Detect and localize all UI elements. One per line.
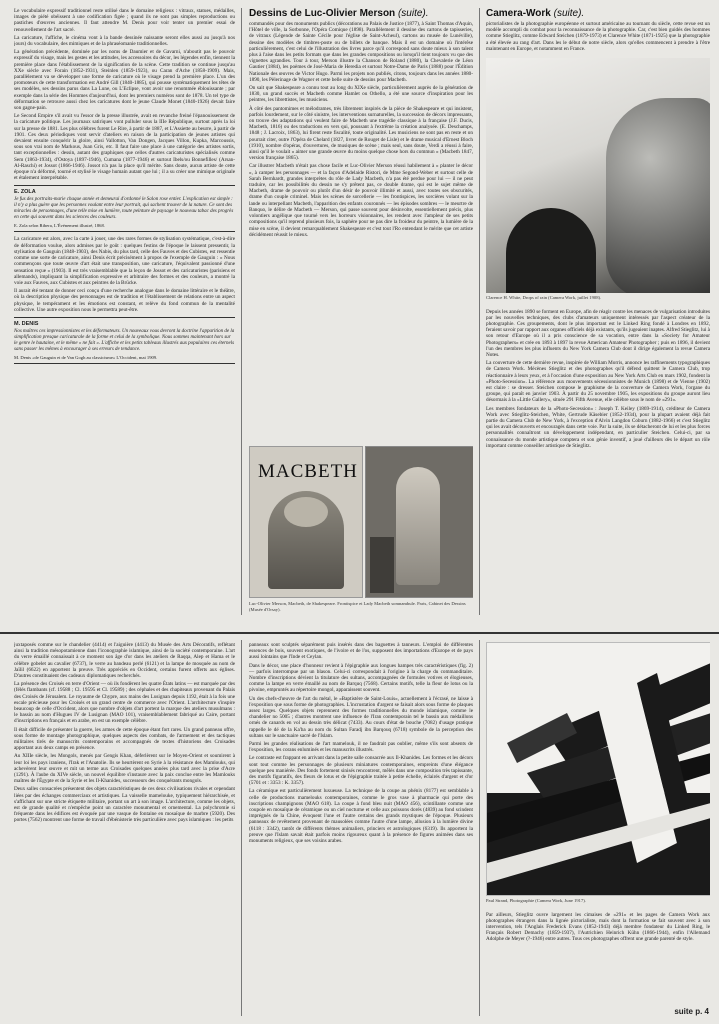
paragraph: La caricature est alors, avec la carte à jouer, une des rares formes de stylisation systématique, c'est-à-dire de déformation voulue, alors admises par le goût : quelques festins de l'époque le laissent pressentir, la stylisation de Gauguin (1848-1903), des Nabis, du plus tard, celle des Fauves et des Cubistes, est ressentie comme une sorte de caricature, ainsi Denis écrit précisément à propos de l'exemple de Gauguin : « Nous commençons que toute œuvre d'art était une transposition, une caricature, l'équivalent passionné d'une sensation reçue » (1903). Il est très vraisemblable que la leçon de Jossot et des caricaturistes (parisiens et allemands), impliquant la simplification expressive et arbitraire des formes et des couleurs, a montré la voie aux Fauves, aux Cubistes et aux peintres de la Brücke.: [14, 236, 235, 286]
drops-of-rain-photo: [486, 58, 710, 293]
column-camera-work: [486, 8, 710, 628]
paragraph: Dans le décor, une place d'honneur revient à l'épigraphie aux longues hampes très caractéristiques (fig. 2) — parfois interrompue par un blason. Celui-ci correspondait à l'origine à la charge du commanditaire. Nombre d'inscriptions dévient la titulature des sultans, accompagnées de formules votives et élogieuses, comme la lampe en verre émaillé au nom de Barquq (7568). Certains motifs, telle la fleur de lotus ou la pivoine, empruntés au répertoire mongol, apparaissent souvent.: [249, 662, 473, 694]
lady-macbeth-image: [365, 446, 473, 598]
column-rule: [241, 640, 242, 1016]
image-caption: Luc-Olivier Merson, Macbeth, de Shakespeare. Frontispice et Lady Macbeth somnambule. Paris, Cabinet des Dessins (Musée d'Orsay).: [249, 601, 466, 612]
caricature-article-intro: [14, 8, 235, 181]
paragraph: La caricature, l'affiche, le cinéma vont à la bande dessinée naissante seront elles aussi au jusqu'à nos jours) du vocabulaire, des mimiques et de la phraséomanie traditionnelles.: [14, 34, 235, 48]
paragraph: On sait que Shakespeare a connu tout au long du XIXe siècle, particulièrement auprès de la génération de 1830, un grand succès et Macbeth comme Hamlet ou Othello, a été une source d'inspiration pour les peintres, les librettistes, les musiciens.: [249, 85, 473, 104]
shadow-drawing: [370, 537, 394, 593]
paragraph: Un des chefs-d'œuvre de l'art du métal, le «Baptistère de Saint-Louis», actuellement à l'écrasé, ne laisse à l'exposition que sous forme de photographies. L'incrustation d'argent se faisait alors sous forme de plaques assez larges. Quelques objets reprennent des formes traditionnelles du monde islamique, comme le chandelier no 5005 ; d'autres montrent une influence de l'Iran contemporain tel le bassin aux médaillons ornés de canards en vol au dessin très délicat (7433). Au cours d'état de bouche (7082) d'usage pratique rappelle le dé de la Ka'ba au nom du Sultan Faradj ibn Barqouq (6718) symbole de la perception des sultans sur le sanctuaire sacré de l'Islam.: [249, 695, 473, 739]
paragraph: Le Second Empire s'il avait vu l'essor de la presse illustrée, avait en revanche freiné l'épanouissement de la caricature politique. Les journaux satiriques vont pulluler sous la IIIe République, surtout après la loi sur la presse de 1881. Les plus célèbres furent Le Rire, à partir de 1887, et L'Assiette au beurre, à partir de 1901. Ces deux périodiques vont servir d'ateliers en raison de la participation de jeunes artistes qui devaient ensuite conquérir la gloire, ainsi Vallotton, Van Dongen, Jacques Villon, Kupka, Marcoussis, sous son vrai nom de Markous, Juan Gris, etc. Il faut faire une place à une catégorie des artistes sortis, tant exceptionnelles : dessin, autant des graphiques que celles d'autres caricaturistes spécialisés comme Sem (1863-1934), d'Ostoya (1897-1946), Cumana (1877-1946) et surtout Ibels/ou Bonnefilles/ (Arsan-Al-Raschi) et Jossot (1866-1946). Jossot n'a pas la place qu'il mérite. Sans doute, aucun artiste de cette époque n'a déformé, tourné et stylisé le visage humain autant que lui ; il a su créer une mimique originale et étalement interprétable.: [14, 113, 235, 182]
title-suffix: (suite).: [397, 8, 429, 19]
quote-source: E. Zola selon Ribera, L'Événement illustré, 1868.: [14, 223, 105, 229]
caricature-article-middle: [14, 236, 235, 312]
paragraph: Le contraste est frappant en arrivant dans la petite salle consacrée aux Il-Khanides. Les formes et les décors sont tout comme les personnages de plusieurs miniatures contemporaines, empreints d'une élégance quelque peu maniérée. Des fonds fortement sinisés rencontrent, mêlés dans une composition très tapissante, des motifs figuratifs, des fleurs de lotus et de l'épigraphie traitée à petite échelle, éclairés d'argent et d'or (5701 et : 3353 : K. 3357).: [249, 755, 473, 787]
column-rule: [241, 8, 242, 615]
quote-box-denis: [14, 317, 235, 364]
title-text: Dessins de Luc-Olivier Merson: [249, 8, 396, 19]
column-caricature: [14, 8, 235, 628]
striped-shadow-pattern: [487, 643, 710, 895]
paragraph: Le vocabulaire expressif traditionnel reste utilisé dans le domaine religieux : vitraux, statues, médailles, images de piété obéissent à une codification figée ; quand ils ne sont pas simples reproductions ou pastiches d'œuvres anciennes. Il faut attendre M. Denis pour voir tenter un premier essai de renouvellement de l'art sacré.: [14, 8, 235, 33]
paragraph: Il aurait été tentant de donner ceci conçu d'une recherche analogue dans le domaine littéraire et le théâtre, où la description physique des personnages est de tradition et l'établissement de relations entre un aspect physique, le tempérament et les émotions est constant, et relève du fond commun de la mentalité collective. Une autre exposition nous le permettra peut-être.: [14, 288, 235, 313]
column-islamic-art-2: [249, 642, 473, 1018]
paragraph: Par ailleurs, Stieglitz ouvre largement les cimaises de «291» et les pages de Camera Work aux photographes étrangers dans la lignée pictorialiste, mais dont la formation se fait souvent avec à son intervention, tels l'Anglais Frederick Evans (1852-1943) déjà membre fondateur du Linked Ring, le Français Robert Demachy (1859-1937), l'Autrichien Heinrich Kühn (1866-1944), enfin l'Allemand Adolphe de Meyer (?-1946) entre autres. Tous ces photographes offrent une grande parenté de style.: [486, 911, 710, 943]
paragraph: La présence des Croisés en terre d'Orient — où ils fondèrent les quatre États latins — est marquée par des (félés flambants (cf. 19588 ; Cl. 19595 et Cl. 19589) ; des céphales et des chapiteaux provenant du Palais des Croisés de Jérusalem. Le royaume de Chypre, aux mains des Lusignan depuis 1192, était à la fois une escale précieuse pour les Croisés et un grand centre de commerce avec l'Orient. L'architecture s'inspire beaucoup de celle d'Occident, alors que nombre d'objets d'art portent la marque des ateliers musulmans : le bassin au nom d'Hugues IV de Lusignan (MAO 101), vraisemblablement fabriqué au Caire, portant d'inscriptions en français et en arabe, en est un exemple célèbre.: [14, 681, 235, 725]
merson-article-body: [249, 21, 473, 238]
column-rule: [479, 8, 480, 615]
paragraph: panneaux sont sculptés séparément puis insérés dans des baguettes à tanneurs. L'emploi de différentes essences de bois, souvent exotiques, de l'ivoire et de l'os, supposent des importations d'Europe et de pays aussi lointains que l'Inde et Ceylan.: [249, 642, 473, 661]
paragraph: Parmi les grandes réalisations de l'art mamelouk, il ne faudrait pas oublier, même s'ils sont absents de l'exposition, les corans enluminés et les manuscrits illustrés.: [249, 741, 473, 754]
paragraph: La couverture de cette dernière revue, inspirée de William Morris, annonce les raffinements typographiques de Camera Work. Mécènes Stieglitz et des photographes qu'il défend quittent le Camera Club, trop réactionnaire à leurs yeux, et à l'occasion d'une exposition au New York Arts Club en mars 1902, fondent la «Photo-Secession». La référence aux mouvements sécessionnistes de Munich (1898) et de Vienne (1902) est claire : se dresser. Steichen compose le graphisme de la couverture de Camera Work, l'organe du groupe, qui paraît en janvier 1903. À partir du 25 novembre 1905, les expositions du groupe auront lieu désormais à la «Little Gallery», située 291 Fifth Avenue, elle célèbre sous le nom de «291».: [486, 360, 710, 404]
quote-source: M. Denis «de Gauguin et de Van Gogh au classicisme» L'Occident, mai 1909.: [14, 354, 158, 360]
paragraph: pictorialistes de la photographie européenne et surtout américaine au tournant du siècle, cette revue est un modèle accompli du combat pour la reconnaissance de la photographie. Car, c'est bien guidés des hommes comme Stieglitz, comme Edward Steichen (1879-1973) et Clarence White (1871-1925) que la photographie a été élevée au rang d'art. Dans les le début de notre siècle, alors qu'elles commencent à prendre à l'être maintenant en Europe, et notamment en France.: [486, 21, 710, 52]
article-body: [14, 642, 235, 824]
paragraph: La génération précédente, dominée par les noms de Daumier et de Gavarni, n'aboutit pas le pouvoir expressif du visage, mais les gestes et les attitudes, les accessoires du décor, les légendes enfin, tiennent la première place dans l'établissement de la signification de la scène. Cette tradition se continue jusqu'au XXe siècle avec Forain (1852-1931), Steinlen (1859-1923), ou Caran d'Ache (1858-1909). Mais, parallèlement va se développer une forme de caricature où le visage prend la première place. L'un des promoteurs de cette transformation est André Gill (1840-1885), qui pousse systématiquement les têtes de ses modèles, ses dessins parus dans La Lune, ou L'Eclipse, vont avoir une renommée éblouissante ; par exemple dans la série des Hommes d'aujourd'hui, dont les premiers numéros sont de 1878. Un tel type de déformation se retrouve aussi chez les caricatures dont le jeune Claude Monet (1840-1926) devait faire son gagne-pain.: [14, 49, 235, 112]
dark-foliage-shape: [606, 98, 710, 293]
image-caption: Clarence H. White, Drops of rain (Camera Work, juillet 1908).: [486, 295, 602, 301]
article-title: [486, 8, 710, 19]
paragraph: Deux salles consacrées présentent des objets caractéristiques de ces deux civilisations rivales et cependant liées par des échanges commerciaux et artistiques. La vaisselle mamelouke, typiquement hiérarchisée, et s'affichant sur une stricte étiquette militaire, portant un art à son image. L'architecture, comme les objets, est de grande qualité et n'empêche point un caractère monumental et ornemental. La polychromie si fréquente dans les édifices est évoquée par une vasque de fontaine en mosaïque de marbre (5920). Des portes (7562) montrent une forme de travail d'ébénisterie très particulière avec pays islamiques : les petits: [14, 786, 235, 824]
quote-text: Nos maîtres ces impressionnistes et les déformateurs. Un nouveaux vous devront la doctrine l'apparition de la simplification presque caricaturale de la forme et celui de la symbolique. Nous sommes maintenant hors sur le genre le hautaine, et le même « ne fait ». L'affiche et les petits tableaux illustrés aux populaires ces éternels sans passer les mêmes à encourager à ses erreurs de tendance.: [14, 328, 235, 352]
article-body: [249, 642, 473, 844]
paragraph: Les membres fondateurs de la «Photo-Secession» : Joseph T. Keiley (1869-1914), créditeur de Camera Work avec Stieglitz-Steichen, White, Gertrude Käsebier (1852-1934), pour la plupart avaient déjà fait partie du Camera Club de New York, à l'exception d'Alvin Langdon Coburn (1882-1966) et c'est Stieglitz qui les avait découverts et encouragés dans cette voie. Par la suite, ils se détacheront de lui et les plus forces personnalités connaîtront un développement indépendant, en particulier Steichen. Celui-ci, par sa connaissance du monde artistique comptera et son génie inventif, a joué d'ailleurs dès le départ un rôle important comme conseiller artistique de Stieglitz.: [486, 405, 710, 449]
article-title: [249, 8, 473, 19]
macbeth-illustrations: [249, 446, 473, 596]
title-suffix: (suite).: [553, 8, 585, 19]
section-divider: [0, 632, 719, 634]
paragraph: Depuis les années 1890 se forment en Europe, afin de réagir contre les menaces de vulgarisation introduites par les nouvelles techniques, des clubs d'amateurs uniquement intéressés par l'aspect créateur de la photographie. Ces groupements, dont le plus important est le Linked Ring fondé à Londres en 1892, feraient savoir par rapport aux organes officiels déjà existants, qu'ils jugeaient inaptes. Alfred Stieglitz, lui à son retour d'Europe où il a pris conscience de sa vocation, entre dans la «Society for Amateur Photographers» et crée en 1893 à 1897 la revue American Amateur Photographer ; puis en 1896, il devient l'un des membres les plus influents du New York Camera Club dont il dirige également la revue Camera Notes.: [486, 308, 710, 359]
shadow-shape: [506, 208, 596, 293]
paragraph: Il était difficile de présenter la guerre, les armes de cette époque étant fort rares. Un grand panneau offre, sous forme de montage photographique, quelques aspects des combats, de l'armement et des tactiques militaires tirés de manuscrits contemporains et accompagnés de textes d'historiens des Croisades apportant aux deux camps en présence.: [14, 726, 235, 752]
paragraph: La céramique est particulièrement luxueuse. La technique de la coupe au phénix (8177) est semblable à celle de productions mamelouks contemporaines, comme le gros vase à pharmacie qui porte des inscriptions champignons (MAO 618). La coupe à fond bleu nuit (MAO 456), scintillante comme une coupole en mosaïque de céramique ou un ciel nocturne et celle aux poissons dorés (4839) au fond scindent imprégnés de la Chine, évoquent l'une et l'autre certains des grands mystiques de l'époque. Plusieurs panneaux de revêtement provenant de mausolées comme l'autre d'une lampe, allusion à la lumière divine (6118 : 3342), tantôt de différents thèmes animaliers, princiers et astrologiques (6319). Ils apportent la preuve que l'Islam savait était parfois moins rigoureux quant à la présence de figures animées dans ses monuments religieux, que ses voisins arabes.: [249, 788, 473, 845]
paragraph: juxtaposés comme sur le chandelier (4414) et l'aiguière (4413) du Musée des Arts Décoratifs, reflétant ainsi la tradition mésopotamienne dans l'iconographie islamique, ainsi de la société contemporaine. L'art du verre émaillé connaissait à ce moment son âge d'or dans les ateliers de Raqqa, Alep et Hama et le célèbre gobelet au cavalier (6737), le verre au bandeau perlé (6121) et la lampe de mosquée au nom de Jaïlil (6622) en apportent la preuve. Très appréciés en Occident, certains furent offerts aux églises. D'autres constituaient des cadeaux diplomatiques recherchés.: [14, 642, 235, 680]
figure-head-drawing: [284, 497, 328, 527]
image-caption: Paul Strand, Photographie (Camera Work, June 1917).: [486, 898, 586, 903]
paragraph: Car illustrer Macbeth n'était pas chose facile et Luc-Olivier Merson réussi habilement à « planter le décor », à camper les personnages — et la façon d'Adelaide Ristori, de Mme Segond-Weber et surtout celle de Sarah Bernhardt, grandes interprètes du rôle de Lady Macbeth, n'a pas été perdue pour lui — il ne peut traduire, car les possibilités du dessin ne s'y prêtent pas, ce double drame, qui est le sujet même de Macbeth, drame de pouvoir ou plutôt d'un désir de pouvoir illimité et aussi, avec toutes ses obscurités, drame d'un couple criminel. Mais les scènes de sorcellerie — les frontispices, les sorcières volant sur la lande ou interpellant Macbeth, l'apparition des enfants couronnés — les épisodes sombres — le meurtre de Banquo, le délire de Macbeth — Merson, qui passe souvent pour désinvolte, essentiellement précis, plus volontiers angélique que tourné vers les horreurs visionnaires, les rendent avec l'ampleur de ses petits compositions qu'il reprend plusieurs fois, la saphère pour ne pas dire la froideur du peintre, la lumière de la mise en scène, il devient remarquablement Shakespeare et c'est tout l'Ro entendant le mérite que cet artiste décidément réussit le mieux.: [249, 163, 473, 238]
quote-text: Je fus des portraits-marie chaque année et demeurai d'ordonné le Salon rose entier. L'explication est simple : il n'y a plus guère que les personnes voulant entre leur portrait, qui sachent trouver de la nature. Ce sont des miracles de personnages, d'une telle mise en lumière, toute peinture de paysage le nouveau tabac des progrès en cette qui souvent dans les sciences des couleurs.: [14, 197, 234, 221]
macbeth-title-lettering: MACBETH: [258, 461, 358, 482]
quote-author: E. ZOLA: [14, 189, 36, 196]
paragraph: À côté des pantomimes et mélodrames, très librement inspirés de la pièce de Shakespeare et qui insistent, parfois lourdement, sur le côté sinistre, les interventions surnaturelles, la succession de décors impressants, on trouve des adaptations qui veulent faire de Macbeth une tragédie classique à la française (J.F. Ducis, Macbeth, 1816) ou des traductions en vers qui, poussant à l'extrême la création analysée. (E. Deschamps, 1848 ; J. Lacroix, 1863), lui firent reste fiscalité, toute originalité. Les musiciens ne sont pas en reste et on pourrait citer, outre l'Opéra de Chelard (1827, livret de Rouget de Lisle) et le drame musical d'Ernest Bloch (1910), nombre d'opéras, d'ouvertures, de musiques de scène ; mais seul, sans doute, Verdi a réussi à faire, ainsi qu'il le voulait « aimer une grande œuvre du moins quelque chose hors du commun » (Macbeth 1847, version française 1865).: [249, 105, 473, 162]
column-camera-work-continued: [486, 642, 710, 1018]
paragraph: Au XIIIe siècle, les Mongols, menés par Gengis Khan, déferlèrent sur le Moyen-Orient et soumirent à leur loi les pays iraniens, l'Irak et l'Anatolie. Ils se heurtèrent en Syrie à la résistance des Mamlouks, qui achevèrent leur œuvre et mit un terme aux Croisades quelques années plus tard avec la prise d'Acre (1291). À l'aube du XIVe siècle, un nouvel équilibre s'instaure avec la paix conclue entre les Mamlouks maîtres de l'Égypte et de la Syrie et les Il-Khanides, successeurs des conquérants mongols.: [14, 753, 235, 785]
column-rule: [479, 640, 480, 1016]
sleepwalking-figure-drawing: [396, 467, 440, 585]
title-text: Camera-Work: [486, 8, 551, 19]
paul-strand-photo: [486, 642, 710, 896]
column-islamic-art-1: [14, 642, 235, 1018]
macbeth-frontispiece-image: [249, 446, 363, 598]
column-merson: [249, 8, 473, 623]
quote-box-zola: [14, 185, 235, 232]
quote-author: M. DENIS: [14, 320, 39, 327]
page-footer-continuation: suite p. 4: [674, 1007, 709, 1016]
paragraph: commandés pour des monuments publics (décorations au Palais de Justice (1877), à Saint Thomas d'Aquin, l'Hôtel de ville, la Sorbonne, l'Opéra Comique (1898). Parallèlement il dessine des cartons de tapisseries, de vitraux (Légende de Sainte Cécile pour l'église de Saint-Acheul), cartons au musée de Lunéville), dessine des modèles de timbres-poste ou de billets de banque. Mais il est un domaine où l'intérêse particulièrement, c'est celui de l'illustration des livres parce qu'il correspond sans doute mieux à son talent plus à l'aise dans les petits formats que dans les grandes compositions ou lorsqu'il tient toujours vu que des vignettes agrandies. Tour à tour, Merson illustre la Chanson de Roland (1880), la Chevalerie de Léon Gautier (1884), les poèmes de José-Maria de Heredia et surtout Notre-Dame de Paris (1888) pour l'Édition Nationale des œuvres de Victor Hugo. Parmi les projets non publiés, citons, toujours dans les années 1880-1890, les Pèlerinage de Wagner et cette belle suite de dessins pour Macbeth.: [249, 21, 473, 83]
